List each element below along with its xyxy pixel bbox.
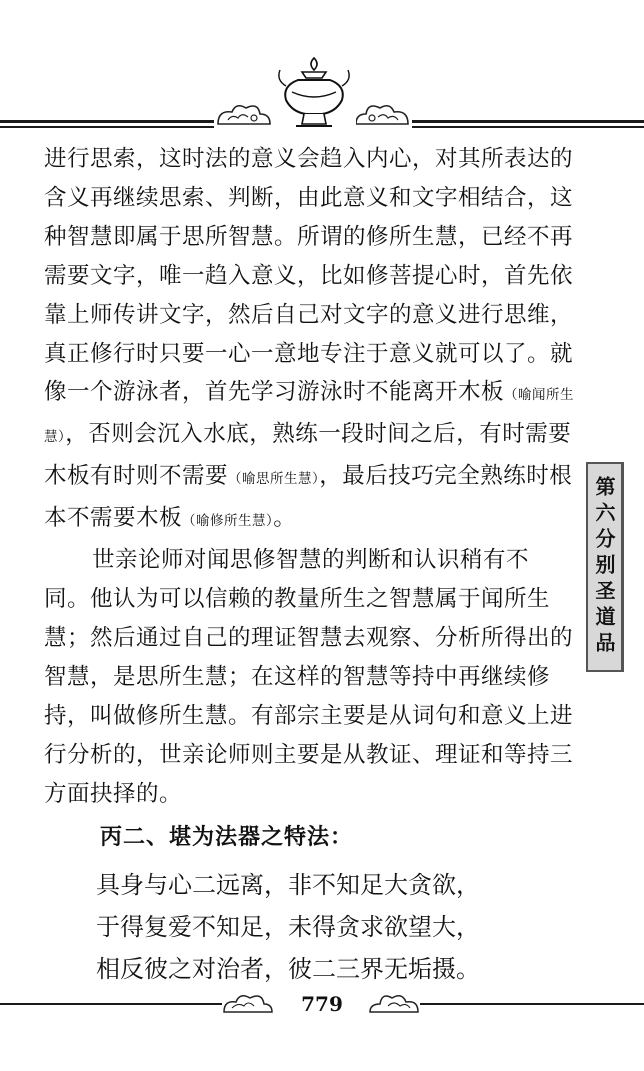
page-number: 779 xyxy=(301,992,343,1016)
cloud-ornament-icon xyxy=(220,990,276,1018)
verse-line: 具身与心二远离，非不知足大贪欲， xyxy=(96,871,480,899)
inline-annotation: （喻闻所生慧） xyxy=(44,387,575,446)
section-heading: 丙二、堪为法器之特法： xyxy=(100,825,354,850)
paragraph-text: 。 xyxy=(273,505,297,532)
chapter-side-tab xyxy=(586,462,624,672)
paragraph xyxy=(44,140,574,541)
verse-block xyxy=(96,864,556,990)
footer-rule-left xyxy=(0,1003,222,1005)
inline-annotation: （喻思所生慧） xyxy=(228,471,320,488)
cloud-ornament-icon xyxy=(352,100,412,130)
verse-line: 相反彼之对治者，彼二三界无垢摄。 xyxy=(96,955,480,983)
paragraph-text: ，最后技巧完全熟练时根本不需要木板 xyxy=(44,463,573,532)
cloud-ornament-icon xyxy=(214,100,274,130)
verse-line: 于得复爱不知足，未得贪求欲望大， xyxy=(96,913,480,941)
treasure-vase-icon xyxy=(272,56,356,132)
paragraph-text: 进行思索，这时法的意义会趋入内心，对其所表达的含义再继续思索、判断，由此意义和文字相结合，这种智慧即属于思所智慧。所谓的修所生慧，已经不再需要文字，唯一趋入意义，比如修菩提心时，首先依靠上师传讲文字，然后自己对文字的意义进行思维，真正修行时只要一心一意地专注于意义就可以了。就像一个游泳者，首先学习游泳时不能离开木板 xyxy=(44,146,574,406)
paragraph: 世亲论师对闻思修智慧的判断和认识稍有不同。他认为可以信赖的教量所生之智慧属于闻所生慧；然后通过自己的理证智慧去观察、分析所得出的智慧，是思所生慧；在这样的智慧等持中再继续修持，叫做修所生慧。有部宗主要是从词句和意义上进行分析的，世亲论师则主要是从教证、理证和等持三方面抉择的。 xyxy=(44,547,574,807)
cloud-ornament-icon xyxy=(366,990,422,1018)
chapter-side-tab-label: 第六分别圣道品 xyxy=(592,476,616,658)
footer-rule-right xyxy=(420,1003,644,1005)
inline-annotation: （喻修所生慧） xyxy=(182,513,274,530)
paragraph-text: ，否则会沉入水底，熟练一段时间之后，有时需要木板有时则不需要 xyxy=(44,421,572,490)
body-text xyxy=(44,140,574,813)
